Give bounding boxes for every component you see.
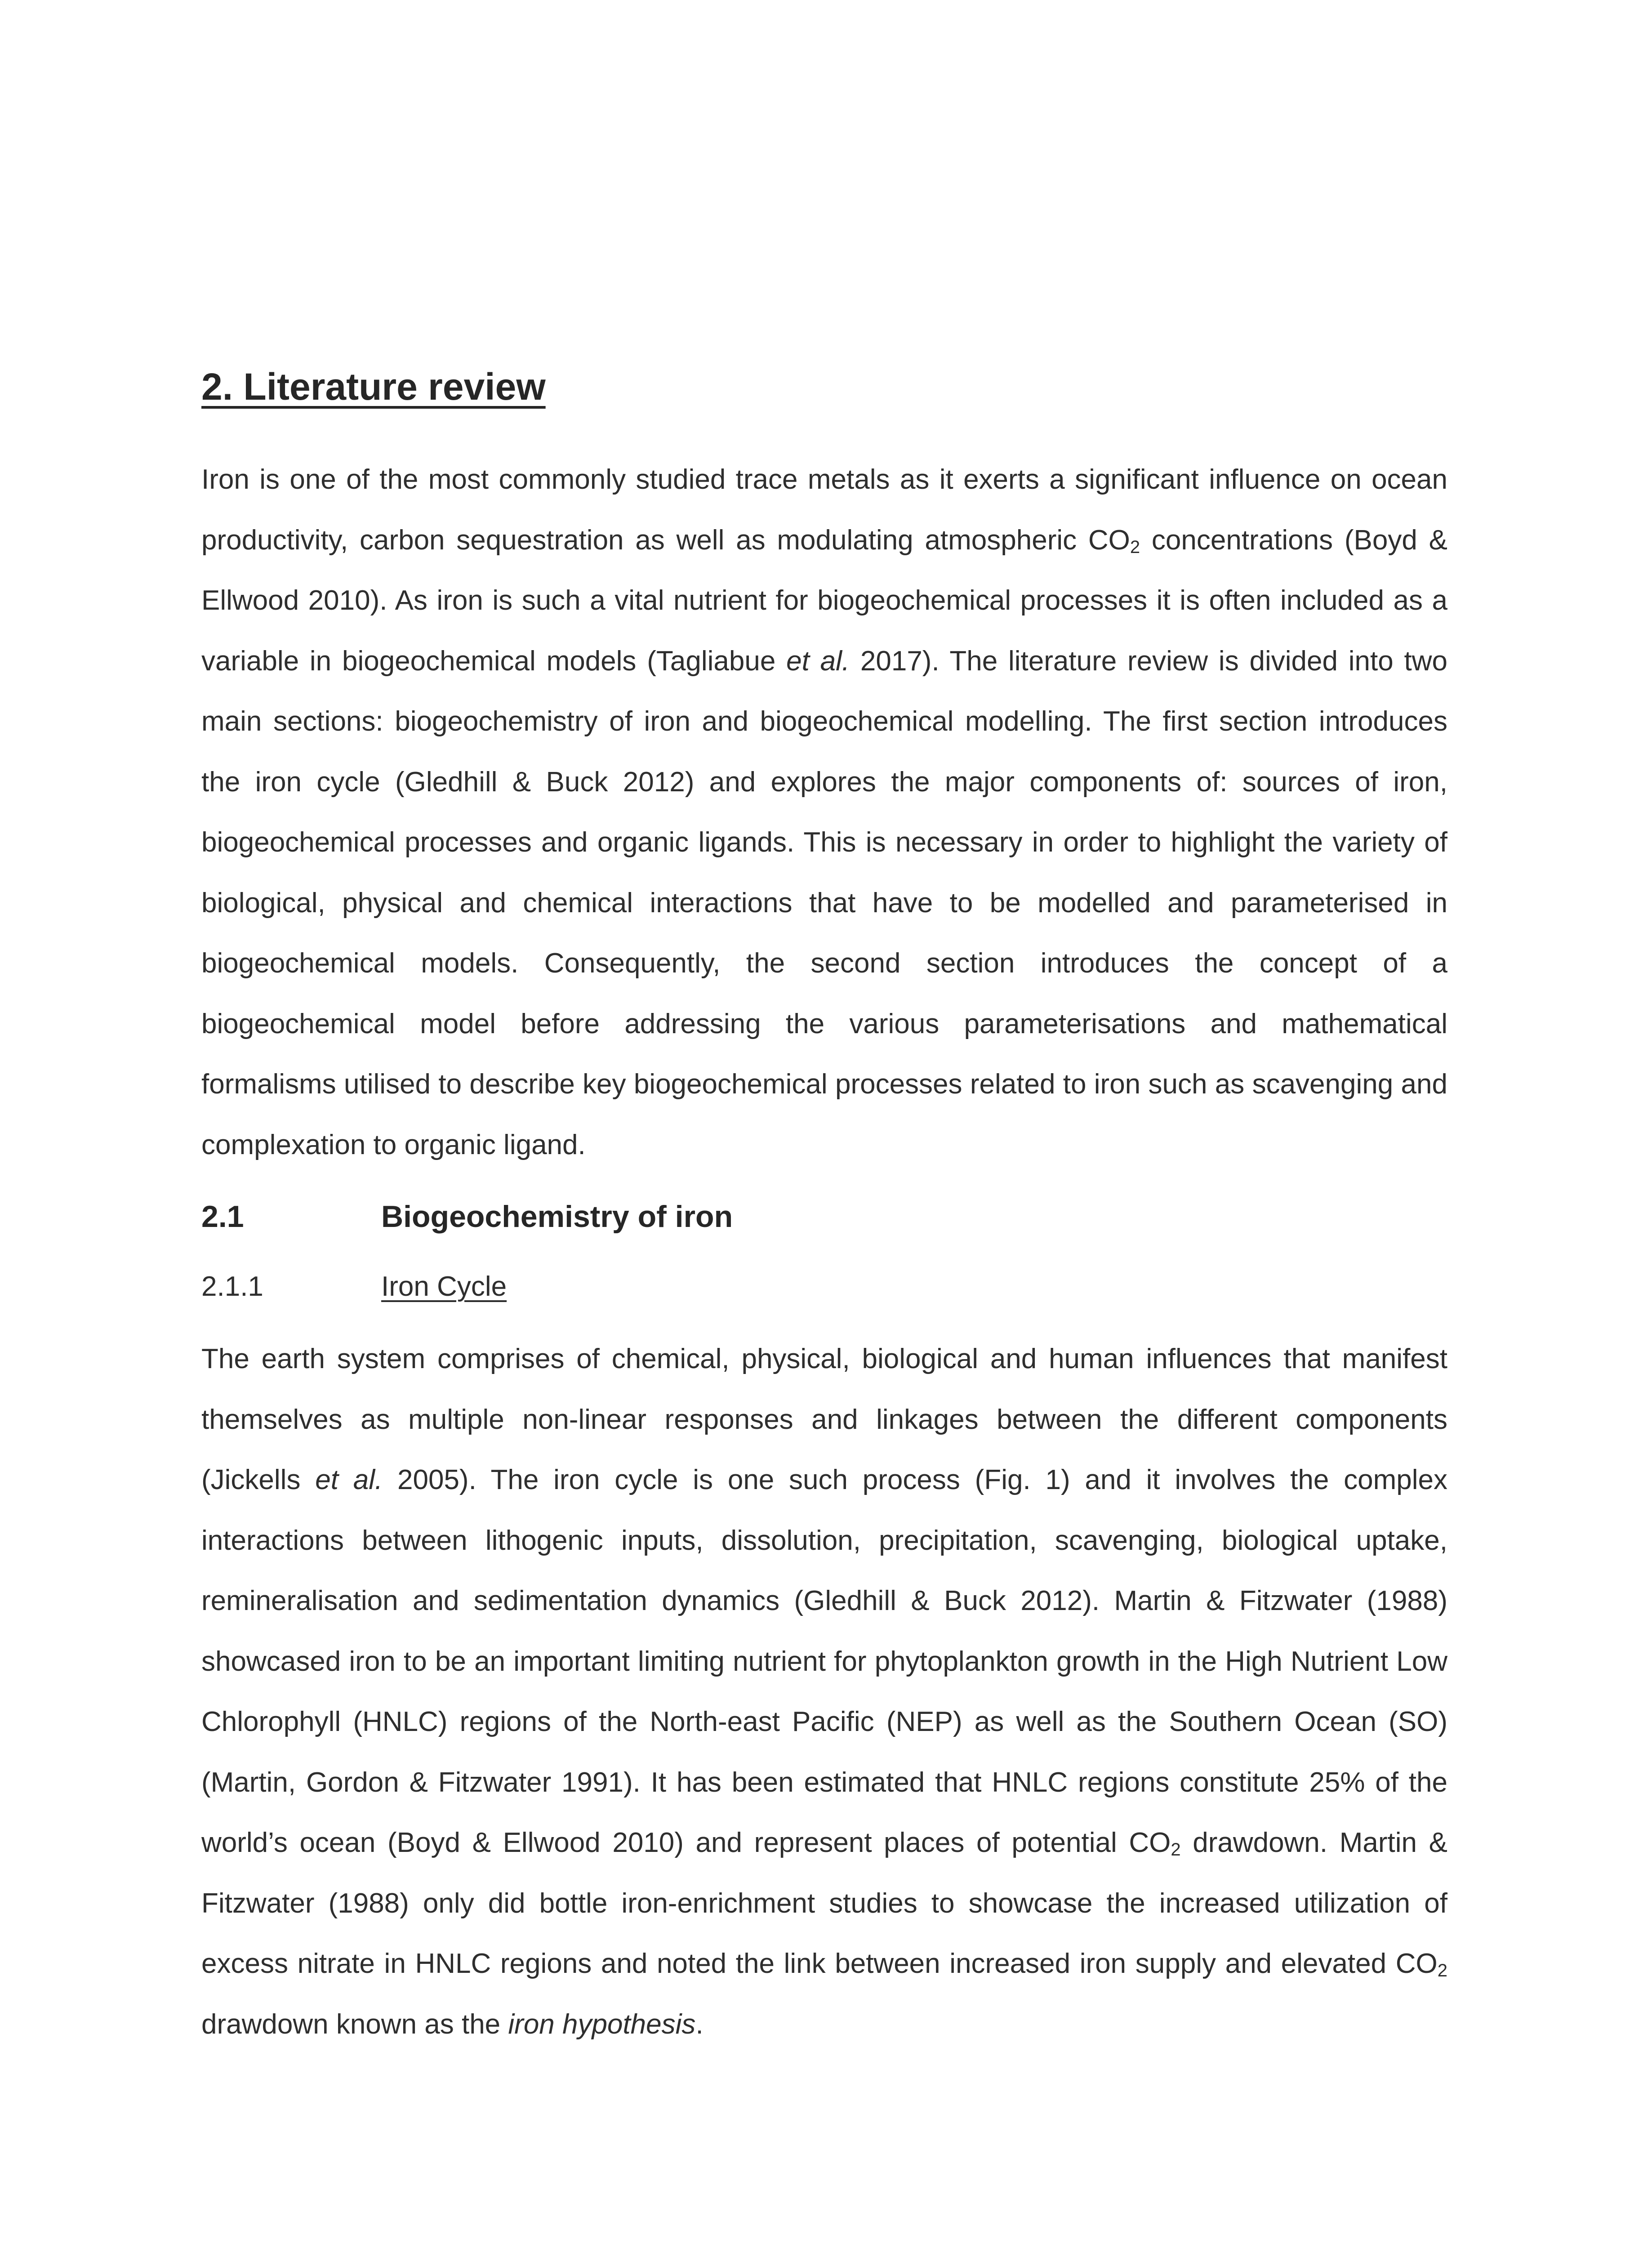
intro-text-1: Iron is one of the most commonly studied trace metals as it exerts a significant influence on ocean productivity, carbon sequestration as well as modulating atmospheric CO [201,464,1447,556]
subsection-heading-2-1-1 [201,1264,1447,1309]
subsection-title: Iron Cycle [381,1271,507,1302]
iron-cycle-text-2: 2005). The iron cycle is one such process (Fig. 1) and it involves the complex interactions between lithogenic inputs, dissolution, precipitation, scavenging, biological uptake, remineralisation and sedimentation dynamics (Gledhill & Buck 2012). Martin & Fitzwater (1988) showcased iron to be an important limiting nutrient for phytoplankton growth in the High Nutrient Low Chlorophyll (HNLC) regions of the North-east Pacific (NEP) as well as the Southern Ocean (SO) (Martin, Gordon & Fitzwater 1991). It has been estimated that HNLC regions constitute 25% of the world’s ocean (Boyd & Ellwood 2010) and represent places of potential CO [201,1464,1447,1858]
page-content [201,360,1447,2055]
iron-cycle-text-1: The earth system comprises of chemical, physical, biological and human influences that manifest themselves as multiple non-linear responses and linkages between the different components (Jickells [201,1343,1447,1495]
co2-subscript: 2 [1171,1840,1181,1860]
section-number: 2.1 [201,1200,244,1234]
et-al-citation: et al. [315,1464,383,1495]
section-heading-2-1 [201,1194,1447,1239]
co2-subscript: 2 [1130,537,1140,557]
subsection-number: 2.1.1 [201,1271,263,1302]
iron-cycle-text-4: drawdown known as the [201,2008,508,2040]
iron-cycle-text-3: drawdown. Martin & Fitzwater (1988) only did bottle iron-enrichment studies to showcase the increased utilization of excess nitrate in HNLC regions and noted the link between increased iron supply and elevated CO [201,1827,1447,1979]
iron-hypothesis-term: iron hypothesis [508,2008,696,2040]
intro-text-3: 2017). The literature review is divided into two main sections: biogeochemistry of iron and biogeochemical modelling. The first section introduces the iron cycle (Gledhill & Buck 2012) and explores the major components of: sources of iron, biogeochemical processes and organic ligands. This is necessary in order to highlight the variety of biological, physical and chemical interactions that have to be modelled and parameterised in biogeochemical models. Consequently, the second section introduces the concept of a biogeochemical model before addressing the various parameterisations and mathematical formalisms utilised to describe key biogeochemical processes related to iron such as scavenging and complexation to organic ligand. [201,645,1447,1160]
chapter-title: 2. Literature review [201,366,546,408]
section-title: Biogeochemistry of iron [381,1200,733,1234]
et-al-citation: et al. [786,645,850,677]
iron-cycle-text-5: . [695,2008,704,2040]
co2-subscript: 2 [1437,1961,1447,1980]
intro-text-2: concentrations (Boyd & Ellwood 2010). As iron is such a vital nutrient for biogeochemical processes it is often included as a variable in biogeochemical models (Tagliabue [201,524,1447,677]
intro-paragraph [201,450,1447,1175]
iron-cycle-paragraph [201,1329,1447,2055]
